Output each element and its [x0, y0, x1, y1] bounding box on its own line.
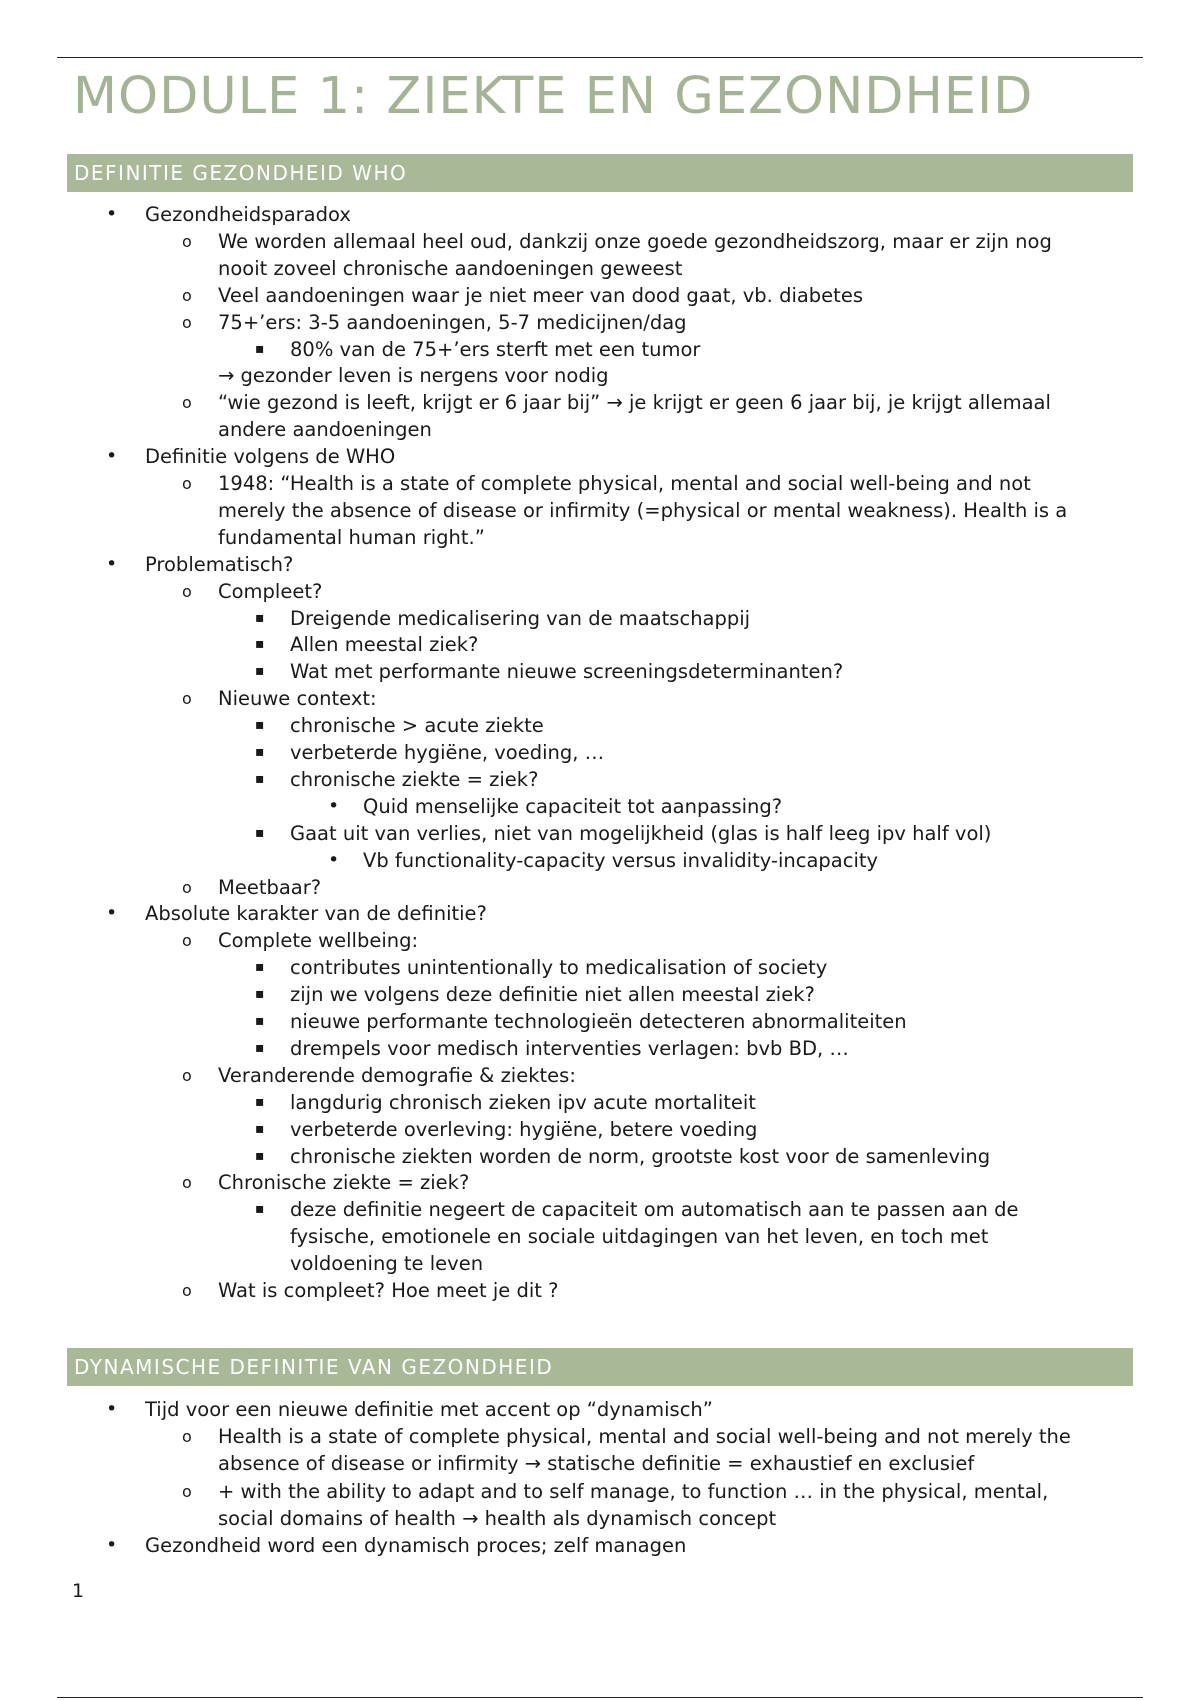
- list-item: zijn we volgens deze definitie niet allen meestal ziek?: [290, 983, 815, 1007]
- list-item: fundamental human right.”: [218, 525, 485, 549]
- list-item: chronische ziekten worden de norm, grootste kost voor de samenleving: [290, 1144, 991, 1168]
- list-item: Problematisch?: [145, 552, 294, 576]
- list-marker: ▪: [255, 1147, 265, 1164]
- list-marker: ▪: [255, 1201, 265, 1218]
- list-item: Chronische ziekte = ziek?: [218, 1171, 470, 1195]
- list-marker: o: [182, 689, 192, 709]
- list-marker: ▪: [255, 1013, 265, 1029]
- list-marker: ▪: [255, 744, 265, 760]
- list-item: Dreigende medicalisering van de maatschappij: [290, 606, 751, 630]
- list-item: Gaat uit van verlies, niet van mogelijkheid (glas is half leeg ipv half vol): [290, 821, 992, 845]
- list-marker: o: [182, 474, 192, 493]
- list-item: + with the ability to adapt and to self manage, to function … in the physical, mental,: [218, 1479, 1049, 1503]
- list-item: Tijd voor een nieuwe definitie met accent op “dynamisch”: [145, 1398, 713, 1421]
- list-item: → gezonder leven is nergens voor nodig: [218, 364, 609, 388]
- list-marker: •: [328, 794, 340, 817]
- list-item: verbeterde hygiëne, voeding, …: [290, 741, 605, 764]
- list-marker: o: [182, 1481, 192, 1501]
- page-title: MODULE 1: ZIEKTE EN GEZONDHEID: [73, 67, 1034, 126]
- list-marker: o: [182, 1427, 192, 1447]
- list-marker: •: [106, 1398, 118, 1420]
- list-marker: •: [106, 445, 118, 468]
- list-marker: o: [182, 1173, 192, 1193]
- list-marker: ▪: [255, 609, 265, 626]
- list-marker: •: [106, 1534, 118, 1556]
- list-item: langdurig chronisch zieken ipv acute mortaliteit: [290, 1090, 756, 1114]
- list-item: Meetbaar?: [218, 875, 322, 899]
- list-item: drempels voor medisch interventies verlagen: bvb BD, …: [290, 1036, 849, 1060]
- list-marker: o: [182, 285, 192, 305]
- list-marker: ▪: [255, 1120, 265, 1137]
- list-item: “wie gezond is leeft, krijgt er 6 jaar bij” → je krijgt er geen 6 jaar bij, je krijgt allemaal: [218, 391, 1051, 415]
- list-item: Compleet?: [218, 579, 323, 603]
- list-marker: o: [182, 1065, 192, 1085]
- list-item: Definitie volgens de WHO: [145, 445, 396, 469]
- list-item: Absolute karakter van de definitie?: [145, 902, 487, 926]
- list-item: Gezondheidsparadox: [145, 203, 351, 226]
- page-number: 1: [72, 1580, 85, 1602]
- list-marker: ▪: [255, 717, 265, 734]
- list-item: deze definitie negeert de capaciteit om automatisch aan te passen aan de: [290, 1198, 1019, 1222]
- list-marker: ▪: [255, 1093, 265, 1110]
- list-item: Nieuwe context:: [218, 687, 377, 711]
- list-marker: o: [182, 877, 192, 897]
- list-item: absence of disease or infirmity → statische definitie = exhaustief en exclusief: [218, 1452, 975, 1476]
- list-marker: o: [182, 312, 192, 332]
- list-marker: o: [182, 1281, 192, 1300]
- list-item: 1948: “Health is a state of complete physical, mental and social well-being and not: [218, 472, 1031, 495]
- list-marker: o: [182, 931, 192, 951]
- list-marker: •: [328, 848, 340, 871]
- list-item: chronische > acute ziekte: [290, 714, 544, 738]
- list-marker: ▪: [255, 340, 265, 357]
- list-marker: ▪: [255, 636, 265, 653]
- list-item: 80% van de 75+’ers sterft met een tumor: [290, 337, 701, 361]
- bottom-rule: [57, 1697, 1143, 1698]
- list-item: Wat met performante nieuwe screeningsdeterminanten?: [290, 660, 844, 684]
- list-item: merely the absence of disease or infirmity (=physical or mental weakness). Health is a: [218, 498, 1068, 522]
- list-marker: ▪: [255, 824, 265, 841]
- list-item: Health is a state of complete physical, mental and social well-being and not merely the: [218, 1425, 1071, 1449]
- list-item: voldoening te leven: [290, 1252, 484, 1276]
- top-rule: [57, 57, 1143, 58]
- list-item: Vb functionality-capacity versus invalidity-incapacity: [363, 848, 879, 872]
- list-marker: o: [182, 393, 192, 413]
- list-item: Complete wellbeing:: [218, 929, 419, 953]
- list-item: Veel aandoeningen waar je niet meer van dood gaat, vb. diabetes: [218, 283, 863, 307]
- list-item: contributes unintentionally to medicalisation of society: [290, 956, 828, 980]
- list-item: We worden allemaal heel oud, dankzij onze goede gezondheidszorg, maar er zijn nog: [218, 229, 1052, 253]
- list-item: Veranderende demografie & ziektes:: [218, 1063, 576, 1087]
- list-item: andere aandoeningen: [218, 418, 432, 442]
- section-heading-dynamic: DYNAMISCHE DEFINITIE VAN GEZONDHEID: [67, 1348, 1133, 1386]
- list-marker: o: [182, 581, 192, 601]
- list-marker: ▪: [255, 770, 265, 787]
- list-marker: ▪: [255, 959, 265, 976]
- section-heading-who: DEFINITIE GEZONDHEID WHO: [67, 154, 1133, 192]
- list-item: nooit zoveel chronische aandoeningen geweest: [218, 256, 683, 280]
- list-item: Gezondheid word een dynamisch proces; zelf managen: [145, 1534, 687, 1557]
- list-item: Quid menselijke capaciteit tot aanpassing?: [363, 794, 783, 818]
- list-item: fysische, emotionele en sociale uitdagingen van het leven, en toch met: [290, 1225, 989, 1249]
- list-marker: •: [106, 203, 118, 225]
- list-item: Allen meestal ziek?: [290, 633, 479, 657]
- list-item: social domains of health → health als dynamisch concept: [218, 1506, 777, 1530]
- list-item: Wat is compleet? Hoe meet je dit ?: [218, 1279, 559, 1302]
- list-item: 75+’ers: 3-5 aandoeningen, 5-7 medicijnen/dag: [218, 310, 687, 334]
- list-marker: •: [106, 902, 118, 925]
- list-marker: ▪: [255, 663, 265, 680]
- list-item: verbeterde overleving: hygiëne, betere voeding: [290, 1117, 758, 1141]
- list-item: chronische ziekte = ziek?: [290, 767, 539, 791]
- list-marker: o: [182, 231, 192, 251]
- list-item: nieuwe performante technologieën detecteren abnormaliteiten: [290, 1010, 907, 1033]
- list-marker: •: [106, 552, 118, 575]
- list-marker: ▪: [255, 1039, 265, 1056]
- list-marker: ▪: [255, 986, 265, 1003]
